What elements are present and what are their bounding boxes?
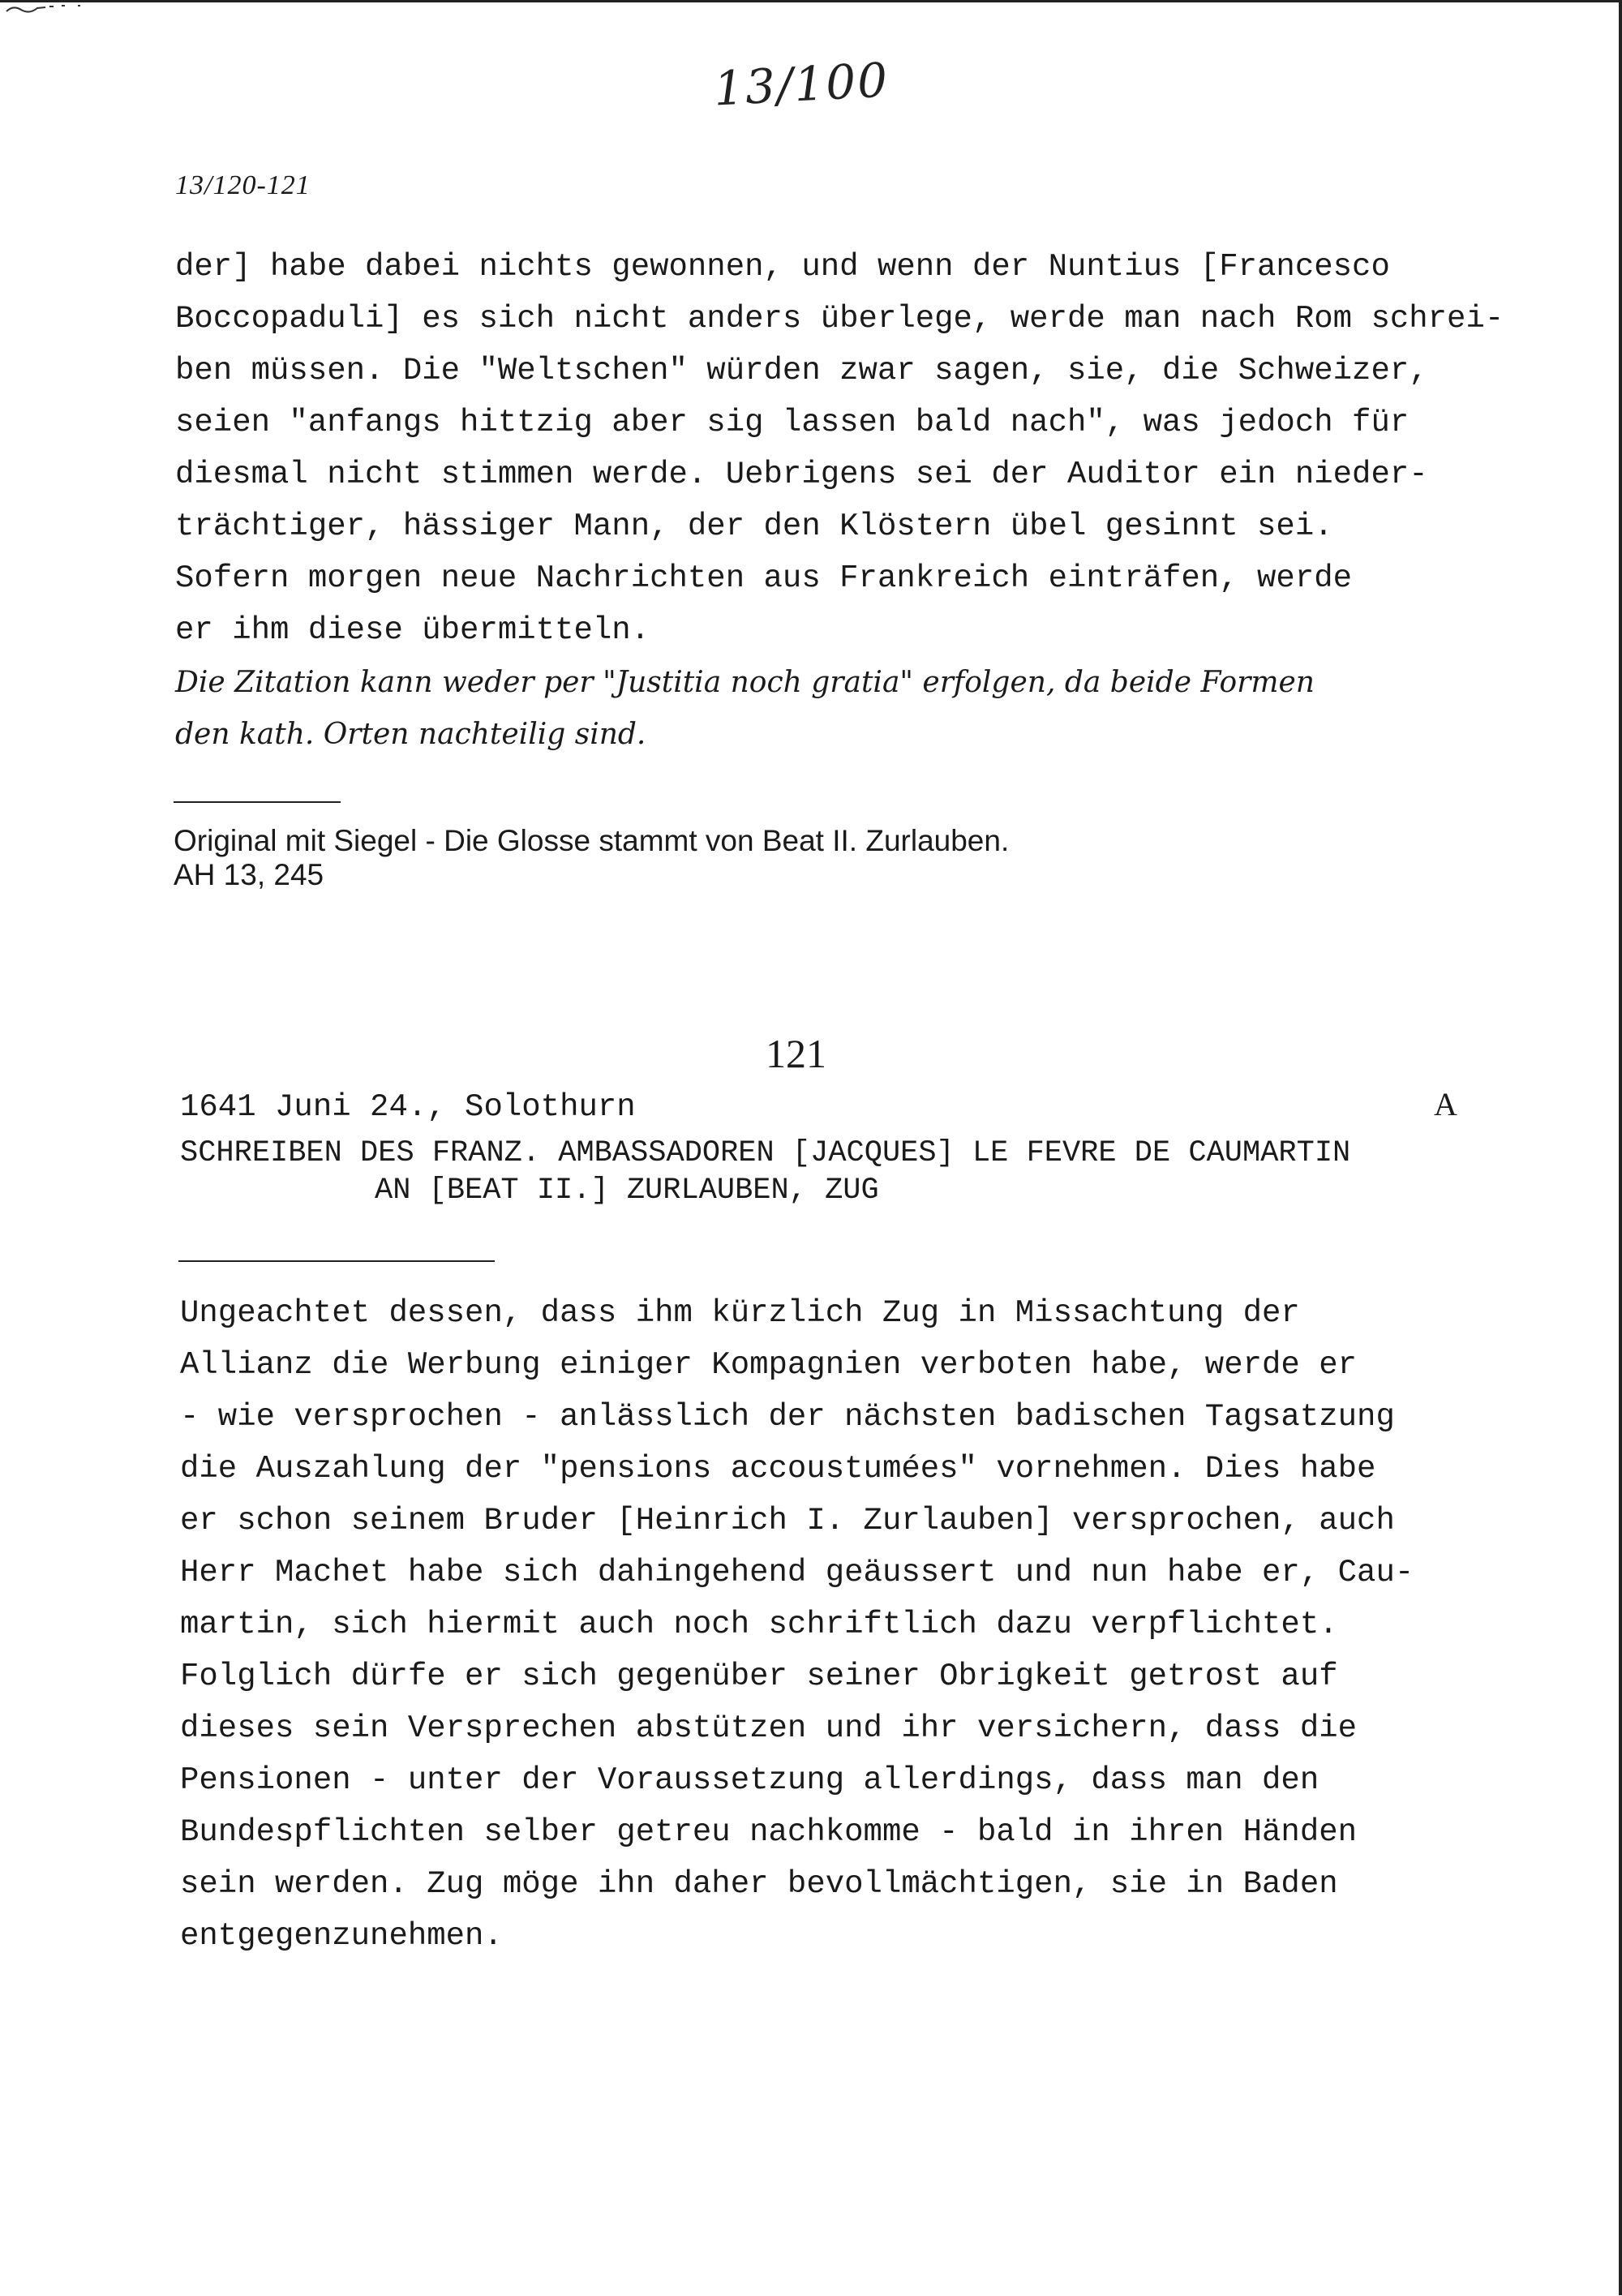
footnote-archive-ref: AH 13, 245	[174, 858, 324, 891]
text-line: Sofern morgen neue Nachrichten aus Frankreich einträfen, werde	[175, 560, 1353, 596]
body-line: Folglich dürfe er sich gegenüber seiner Obrigkeit getrost auf	[180, 1659, 1338, 1694]
body-line: Ungeachtet dessen, dass ihm kürzlich Zug in Missachtung der	[180, 1295, 1300, 1331]
text-line: der] habe dabei nichts gewonnen, und wenn der Nuntius [Francesco	[175, 249, 1390, 285]
body-line: die Auszahlung der "pensions accoustumées" vornehmen. Dies habe	[180, 1451, 1376, 1487]
body-line: dieses sein Versprechen abstützen und ihr versichern, dass die	[180, 1710, 1358, 1746]
document-dateline: 1641 Juni 24., Solothurn	[180, 1089, 636, 1125]
body-line: martin, sich hiermit auch noch schriftlich dazu verpflichtet.	[180, 1607, 1338, 1642]
document-heading-line: SCHREIBEN DES FRANZ. AMBASSADOREN [JACQUES] LE FEVRE DE CAUMARTIN	[180, 1136, 1351, 1170]
gloss-line: Die Zitation kann weder per "Justitia noch gratia" erfolgen, da beide Formen	[175, 666, 1315, 699]
text-line: ben müssen. Die "Weltschen" würden zwar sagen, sie, die Schweizer,	[175, 353, 1428, 388]
body-line: Allianz die Werbung einiger Kompagnien verboten habe, werde er	[180, 1347, 1358, 1383]
document-heading-line: AN [BEAT II.] ZURLAUBEN, ZUG	[375, 1174, 879, 1208]
corner-scribble	[5, 3, 118, 15]
footnote-rule	[174, 801, 341, 803]
gloss-line: den kath. Orten nachteilig sind.	[175, 718, 646, 751]
footnote-source: Original mit Siegel - Die Glosse stammt von Beat II. Zurlauben.	[174, 824, 1010, 857]
document-letter: A	[1434, 1086, 1457, 1122]
text-line: diesmal nicht stimmen werde. Uebrigens sei der Auditor ein nieder-	[175, 457, 1428, 492]
handwritten-archive-number: 13/100	[712, 52, 890, 117]
body-line: Bundespflichten selber getreu nachkomme - bald in ihren Händen	[180, 1814, 1358, 1850]
body-line: Herr Machet habe sich dahingehend geäussert und nun habe er, Cau-	[180, 1555, 1414, 1590]
text-line: er ihm diese übermitteln.	[175, 612, 650, 648]
body-line: - wie versprochen - anlässlich der nächsten badischen Tagsatzung	[180, 1399, 1395, 1435]
text-line: trächtiger, hässiger Mann, der den Klöstern übel gesinnt sei.	[175, 509, 1333, 544]
text-line: seien "anfangs hittzig aber sig lassen bald nach", was jedoch für	[175, 405, 1410, 440]
page-reference: 13/120-121	[175, 170, 311, 200]
body-line: Pensionen - unter der Voraussetzung allerdings, dass man den	[180, 1762, 1319, 1798]
body-line: er schon seinem Bruder [Heinrich I. Zurlauben] versprochen, auch	[180, 1503, 1395, 1539]
body-line: entgegenzunehmen.	[180, 1918, 503, 1954]
document-number: 121	[766, 1031, 826, 1076]
heading-rule	[178, 1260, 495, 1262]
body-line: sein werden. Zug möge ihn daher bevollmächtigen, sie in Baden	[180, 1866, 1338, 1902]
text-line: Boccopaduli] es sich nicht anders überlege, werde man nach Rom schrei-	[175, 301, 1504, 337]
